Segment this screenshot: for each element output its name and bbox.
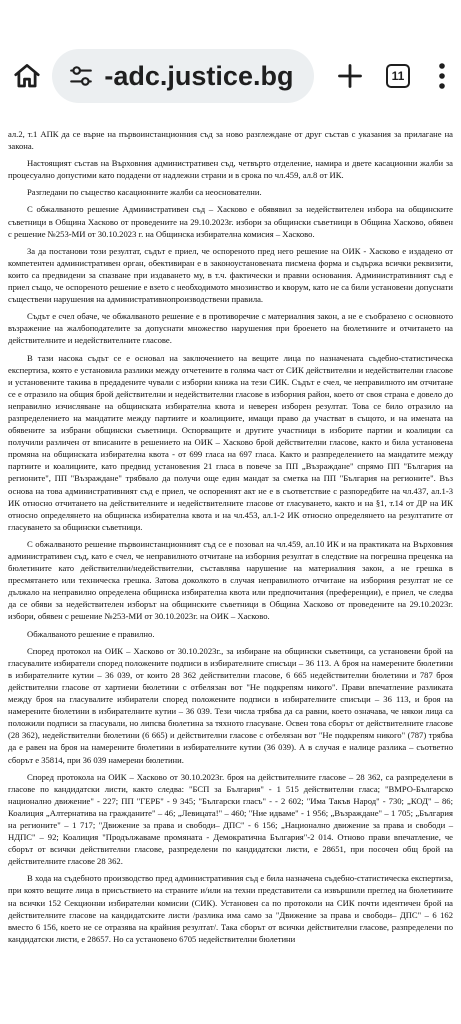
paragraph: В хода на съдебното производство пред административния съд е била назначена съдебно-статистическа експертиза, при която вещите лица в присъствието на страните и/или на техни представители са извършили преглед на бюлетините на всички 152 Секционни избирателни комисии (СИК). Установен са по протоколи на СИК почти идентичен брой на действителните гласове на кандидатските листи /разлика има само за "Движение за права и свободи– ДПС" – 6 162 вместо 6 156, което не се отразява на крайния резултат/. Така сборът от всички действителни гласове, разпределени по кандидатски листи, е 28657. Но са установено 6705 недействителни бюлетини (8, 873, 453, 944)
browser-toolbar (0, 38, 461, 114)
more-vert-icon (438, 62, 446, 90)
home-icon (12, 61, 42, 91)
tune-icon (68, 63, 94, 89)
paragraph: Разгледани по същество касационните жалби са неоснователни. (27, 187, 262, 198)
url-text: -adc.justice.bg (104, 60, 294, 91)
paragraph: Обжалваното решение е правилно. (27, 628, 155, 639)
tab-switcher-button[interactable] (381, 56, 415, 96)
paragraph: В тази насока съдът се е основал на заключението на вещите лица по назначената съдебно-статистическа експертиза, която е установила разлики между отчетените в голяма част от СИК действителни и недействителни гласове и установените такива в предадените чували с изборни книжа на тези СИК. Съдът е счел, че неправилното им отчитане се е отразило на общия брой действителни и недействителни гласове в изборния район, което от своя страна е довело до неправилно изчисляване на общинската избирателна квота и неверен изборен резултат. Това се било отразило на разпределението на мандатите между партиите и коалициите, имащи право да участват в същото, и на имената на обявените за избрани общински съветници. Оспорващите и другите участници в изборите партии и коалиции са получили различен от вписаните в решението на ОИК – Хасково брой действителни гласове, както и била установена промяна на общинската избирателна квота - от 699 гласа на 697 гласа. Както и разпределението на мандатите между партиите и коалициите, като предвид установения 21 гласа в повече за ПП „Възраждане" спрямо ПП "България на регионите", ПП "Възраждане" трябвало да получи още един мандат за сметка на ПП "България на регионите". Въз основа на това административният съд е приел, че оспореният акт не е в съответствие с разпоредбите на чл.437, ал.1-3 ИК относно отчитането на действителните и недействителните гласове от гласуването, както и на §1, т.14 от ДР на ИК относно определянето на общинска избирателна квота и на чл.453, ал.1-2 ИК относно определянето на резултатите от гласуването за общински съветници. (8, 352, 453, 532)
address-bar[interactable] (52, 49, 314, 103)
plus-icon (336, 62, 364, 90)
paragraph: С обжалваното решение първоинстанционният съд се е позовал на чл.459, ал.10 ИК и на практиката на Върховния административен съд, като е счел, че неправилното отчитане на изборния резултат в следствие на погрешна преценка на бюлетините като действителни/недействителни, съставлява нарушение на материалния закон, а не грешка в пресмятането или техническа грешка. Затова доколкото в случая неправилното отчитане на изборния резултат не се дължало на неправилно определена общинска избирателна квота или предпочитания (преференции), е приел, че следва да се обяви за недействителен изборът на общинските съветници в Община Хасково от проведените на 29.10.2023г. избори, обявен с решение №253-МИ от 30.10.2023г. на ОИК – Хасково. (8, 538, 453, 622)
paragraph: ал.2, т.1 АПК да се върне на първоинстанционния съд за ново разглеждане от друг състав с указания за прилагане на закона. (8, 129, 453, 152)
paragraph: С обжалваното решение Административен съд – Хасково е обявявил за недействителен избора на общинските съветници в Община Хасково от проведените на 29.10.2023г. избори за общински съветници в Община Хасково, обявен с решение №253-МИ от 30.10.2023 г. на Общинска избирателна комисия – Хасково. (8, 204, 453, 239)
site-info-button[interactable] (64, 59, 98, 93)
paragraph: Настоящият състав на Върховния административен съд, четвърто отделение, намира и двете касационни жалби за процесуално допустими като подадени от надлежни страни и в срока по чл.459, ал.8 от ИК. (8, 158, 453, 181)
document-content (0, 128, 461, 1024)
menu-button[interactable] (429, 56, 455, 96)
tab-count: 11 (386, 64, 410, 88)
new-tab-button[interactable] (332, 56, 366, 96)
status-bar-area (0, 0, 461, 38)
paragraph: Съдът е счел обаче, че обжалваното решение е в противоречие с материалния закон, а не е съобразено с основното възражение на жалбоподателите за допуснати множество нарушения при броенето на бюлетините и отчитането на действителните и недействителните гласове. (8, 311, 453, 346)
paragraph: Според протокола на ОИК – Хасково от 30.10.2023г. броя на действителните гласове – 28 362, са разпределени в гласове по кандидатски листи, както следва: "БСП за България" - 1 515 действителни гласа; "ВМРО-Българско национално движение" - 227; ПП "ГЕРБ" - 9 345; "Български гласъ" - - 2 602; "Има Такъв Народ" - 730; „КОД" – 86; Коалиция „Алтернатива на гражданите" – 46; „Левицата!" – 460; "Ние идваме" - 1 956; „Възраждане" – 1 705; „България на регионите" – 1 717; "Движение за права и свободи– ДПС" - 6 156; „Национално движение за права и свободи – НДПС" – 92; Коалиция "Продължаваме промяната - Демократична България"-2 014. Отново прави впечатление, че сборът от всички действителни гласове, разпределени по кандидатски листи, е 28651, при посочен общ брой на действителните гласове 28 362. (8, 771, 453, 867)
paragraph: Според протокол на ОИК – Хасково от 30.10.2023г., за избиране на общински съветници, са установени брой на гласувалите избиратели според положените подписи в избирателните списъци – 36 113. А броя на намерените бюлетини в избирателните кутии – 36 039, от които 28 362 действителни гласове, 6 665 недействителни бюлетини и 787 броя действителни гласове от хартиени бюлетини с отбелязан вот "Не подкрепям никого". Прави впечатление разликата между броя на гласувалите избиратели според положените подписи в избирателните списъци – 36 113, и броя на намерените бюлетини в избирателните кутии – 36 039. Тези числа трябва да са равни, което означава, че някои лица са положили подписи за гласували, но липсва бюлетина за тяхното гласуване. Освен това сборът от действителните гласове (28 362), недействителни бюлетини (6 665) и действителни гласове с отбелязан вот "Не подкрепям никого" (787) трябва да е равен на броя на намерените бюлетини в избирателните кутии (36 039). А в случая е налице разлика – съответно сборът е 35814, при 36 039 намерени бюлетини. (8, 645, 453, 765)
paragraph: За да постанови този резултат, съдът е приел, че оспореното пред него решение на ОИК - Хасково е издадено от компетентен административен орган, обективиран е в законоустановената писмена форма и съдържа всички реквизити, които са предвидени за спазване при издаването му, в т.ч. фактически и правни основания. Административният съд е приел също, че оспореното решение е взето с необходимото мнозинство и кворум, като не са били установени допуснати съществени нарушения на административнопроизводствени правила. (8, 245, 453, 305)
home-button[interactable] (10, 56, 44, 96)
